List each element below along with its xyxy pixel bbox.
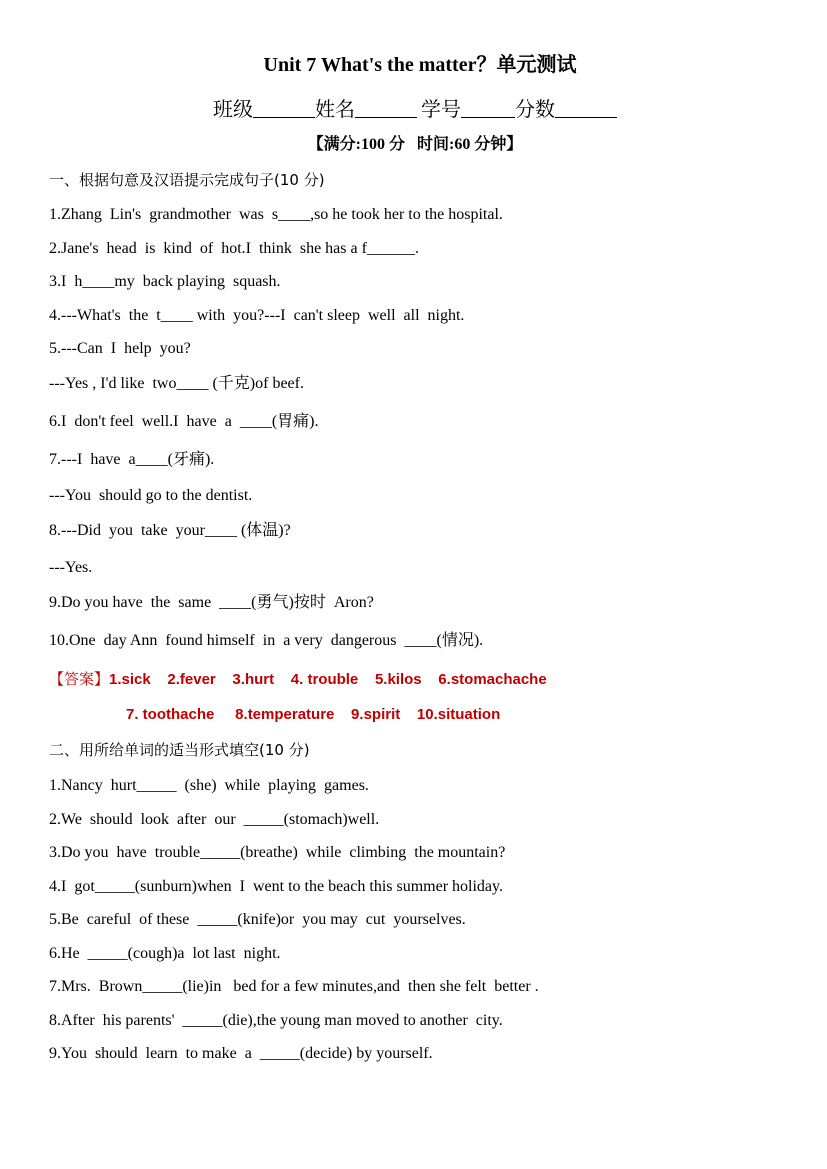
page-title: Unit 7 What's the matter？单元测试: [263, 54, 577, 76]
question-line: ---Yes , I'd like two____ (千克)of beef.: [49, 375, 304, 392]
question-line: 1.Nancy hurt_____ (she) while playing games.: [49, 777, 369, 794]
question-line: 2.We should look after our _____(stomach)well.: [49, 811, 380, 828]
exam-info: 【满分:100 分 时间:60 分钟】: [307, 136, 523, 153]
question-line: 10.One day Ann found himself in a very dangerous ____(情况).: [49, 632, 484, 649]
question-line: ---Yes.: [49, 559, 93, 576]
question-line: 6.He _____(cough)a lot last night.: [49, 945, 281, 962]
number-blank[interactable]: [461, 99, 515, 118]
question-line: 9.You should learn to make a _____(decide) by yourself.: [49, 1045, 433, 1062]
question-line: ---You should go to the dentist.: [49, 487, 253, 504]
question-line: 6.I don't feel well.I have a ____(胃痛).: [49, 413, 319, 430]
answer-label: 【答案】: [49, 670, 110, 688]
class-blank[interactable]: [253, 99, 315, 118]
name-blank[interactable]: [355, 99, 417, 118]
question-line: 5.Be careful of these _____(knife)or you may cut yourselves.: [49, 911, 466, 928]
question-line: 5.---Can I help you?: [49, 340, 191, 357]
question-line: 8.---Did you take your____ (体温)?: [49, 522, 291, 539]
name-label: 姓名: [315, 99, 355, 121]
question-line: 4.I got_____(sunburn)when I went to the beach this summer holiday.: [49, 878, 503, 895]
section1-heading: 一、根据句意及汉语提示完成句子(10 分): [49, 171, 325, 189]
question-line: 9.Do you have the same ____(勇气)按时 Aron?: [49, 594, 374, 611]
score-label: 分数: [515, 99, 555, 121]
question-line: 7.Mrs. Brown_____(lie)in bed for a few minutes,and then she felt better .: [49, 978, 539, 995]
question-line: 3.Do you have trouble_____(breathe) while climbing the mountain?: [49, 844, 506, 861]
question-line: 1.Zhang Lin's grandmother was s____,so he took her to the hospital.: [49, 206, 503, 223]
question-line: 3.I h____my back playing squash.: [49, 273, 281, 290]
answer-line-1: [49, 669, 547, 690]
question-line: 2.Jane's head is kind of hot.I think she has a f______.: [49, 240, 419, 257]
answer-line-2: 7. toothache 8.temperature 9.spirit 10.situation: [126, 706, 501, 723]
score-blank[interactable]: [555, 99, 617, 118]
question-line: 8.After his parents' _____(die),the young man moved to another city.: [49, 1012, 503, 1029]
student-info-row: [0, 93, 827, 122]
answer-text: 1.sick 2.fever 3.hurt 4. trouble 5.kilos 6.stomachache: [109, 671, 547, 688]
class-label: 班级: [213, 99, 253, 121]
question-line: 7.---I have a____(牙痛).: [49, 451, 215, 468]
question-line: 4.---What's the t____ with you?---I can't sleep well all night.: [49, 307, 465, 324]
section2-heading: 二、用所给单词的适当形式填空(10 分): [49, 741, 310, 759]
number-label: 学号: [421, 99, 461, 121]
